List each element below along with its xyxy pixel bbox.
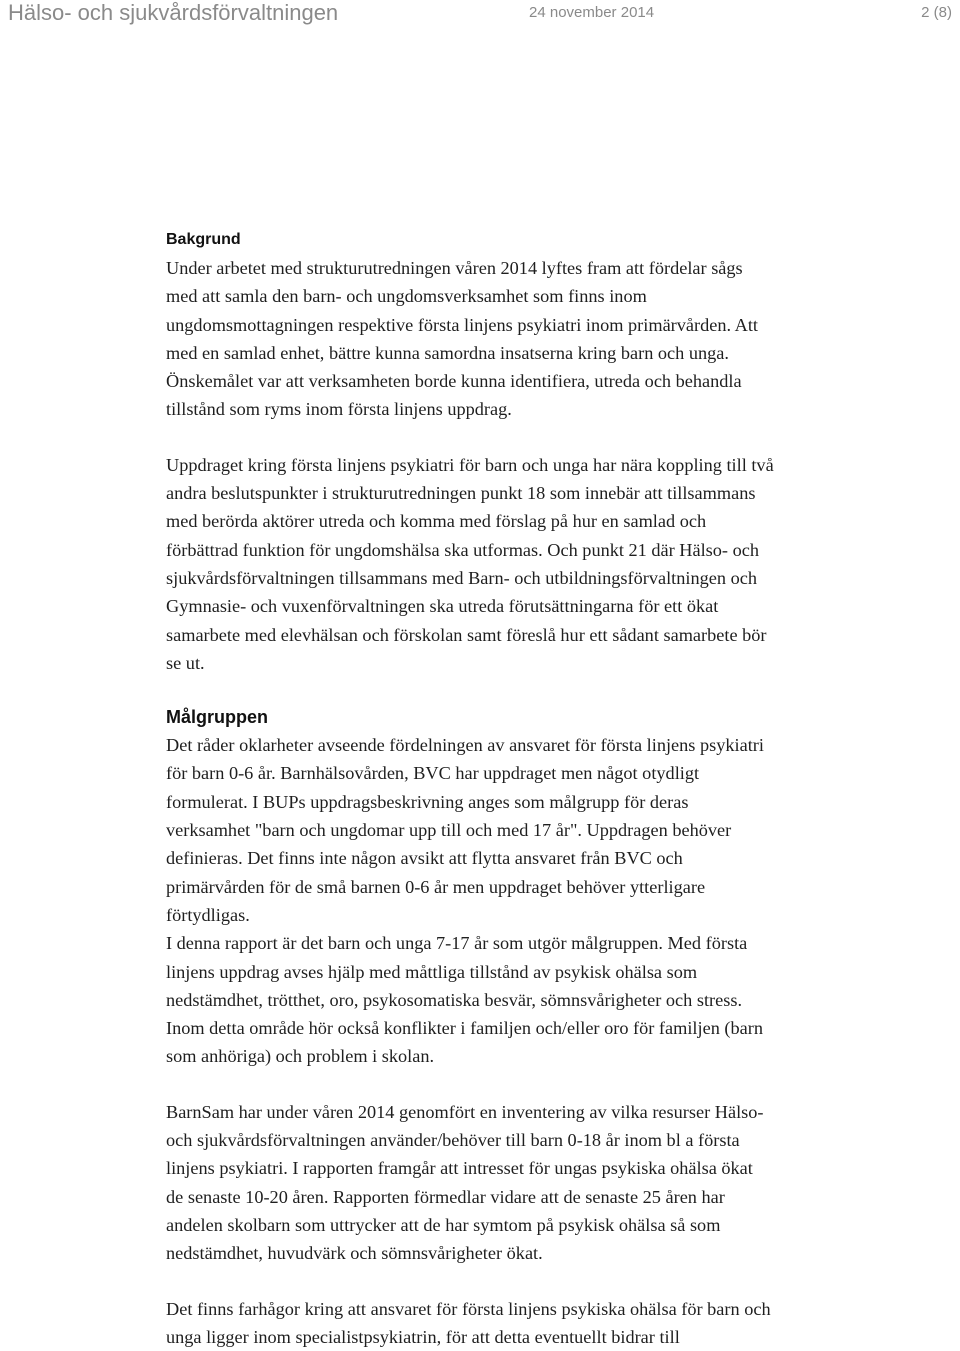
text-line: formulerat. I BUPs uppdragsbeskrivning anges som målgrupp för deras: [166, 788, 856, 816]
text-line: primärvården för de små barnen 0-6 år men uppdraget behöver ytterligare: [166, 873, 856, 901]
page-number: 2 (8): [921, 2, 952, 24]
paragraph-malgruppen-1: [166, 731, 856, 1071]
text-line: ungdomsmottagningen respektive första linjens psykiatri inom primärvården. Att: [166, 311, 856, 339]
text-line: unga ligger inom specialistpsykiatrin, för att detta eventuellt bidrar till: [166, 1323, 856, 1351]
text-line: BarnSam har under våren 2014 genomfört en inventering av vilka resurser Hälso-: [166, 1098, 856, 1126]
organization-name: Hälso- och sjukvårdsförvaltningen: [8, 0, 338, 26]
text-line: tillstånd som ryms inom första linjens uppdrag.: [166, 395, 856, 423]
text-line: förtydligas.: [166, 901, 856, 929]
paragraph-malgruppen-2: [166, 1098, 856, 1268]
text-line: sjukvårdsförvaltningen tillsammans med Barn- och utbildningsförvaltningen och: [166, 564, 856, 592]
text-line: med en samlad enhet, bättre kunna samordna insatserna kring barn och unga.: [166, 339, 856, 367]
paragraph-malgruppen-3: [166, 1295, 856, 1351]
text-line: andelen skolbarn som uttrycker att de har symtom på psykisk ohälsa så som: [166, 1211, 856, 1239]
text-line: Uppdraget kring första linjens psykiatri för barn och unga har nära koppling till två: [166, 451, 856, 479]
text-line: Inom detta område hör också konflikter i familjen och/eller oro för familjen (barn: [166, 1014, 856, 1042]
text-line: I denna rapport är det barn och unga 7-17 år som utgör målgruppen. Med första: [166, 929, 856, 957]
text-line: samarbete med elevhälsan och förskolan samt föreslå hur ett sådant samarbete bör: [166, 621, 856, 649]
text-line: för barn 0-6 år. Barnhälsovården, BVC har uppdraget men något otydligt: [166, 759, 856, 787]
text-line: definieras. Det finns inte någon avsikt att flytta ansvaret från BVC och: [166, 844, 856, 872]
paragraph-bakgrund-1: [166, 254, 856, 424]
text-line: Under arbetet med strukturutredningen våren 2014 lyftes fram att fördelar sågs: [166, 254, 856, 282]
document-date: 24 november 2014: [529, 2, 654, 24]
text-line: andra beslutspunkter i strukturutredningen punkt 18 som innebär att tillsammans: [166, 479, 856, 507]
text-line: de senaste 10-20 åren. Rapporten förmedlar vidare att de senaste 25 åren har: [166, 1183, 856, 1211]
text-line: Det finns farhågor kring att ansvaret för första linjens psykiska ohälsa för barn och: [166, 1295, 856, 1323]
text-line: linjens uppdrag avses hjälp med måttliga tillstånd av psykisk ohälsa som: [166, 958, 856, 986]
text-line: linjens psykiatri. I rapporten framgår att intresset för ungas psykiska ohälsa ökat: [166, 1154, 856, 1182]
document-body: [166, 226, 856, 1351]
heading-bakgrund: Bakgrund: [166, 226, 856, 254]
text-line: se ut.: [166, 649, 856, 677]
text-line: med berörda aktörer utreda och komma med förslag på hur en samlad och: [166, 507, 856, 535]
text-line: och sjukvårdsförvaltningen använder/behöver till barn 0-18 år inom bl a första: [166, 1126, 856, 1154]
text-line: Önskemålet var att verksamheten borde kunna identifiera, utreda och behandla: [166, 367, 856, 395]
text-line: som anhöriga) och problem i skolan.: [166, 1042, 856, 1070]
paragraph-bakgrund-2: [166, 451, 856, 677]
text-line: nedstämdhet, trötthet, oro, psykosomatiska besvär, sömnsvårigheter och stress.: [166, 986, 856, 1014]
text-line: Gymnasie- och vuxenförvaltningen ska utreda förutsättningarna för ett ökat: [166, 592, 856, 620]
heading-malgruppen: Målgruppen: [166, 703, 856, 731]
text-line: förbättrad funktion för ungdomshälsa ska utformas. Och punkt 21 där Hälso- och: [166, 536, 856, 564]
text-line: nedstämdhet, huvudvärk och sömnsvårigheter ökat.: [166, 1239, 856, 1267]
text-line: verksamhet "barn och ungdomar upp till och med 17 år". Uppdragen behöver: [166, 816, 856, 844]
text-line: med att samla den barn- och ungdomsverksamhet som finns inom: [166, 282, 856, 310]
page-header: [0, 0, 960, 28]
text-line: Det råder oklarheter avseende fördelningen av ansvaret för första linjens psykiatri: [166, 731, 856, 759]
